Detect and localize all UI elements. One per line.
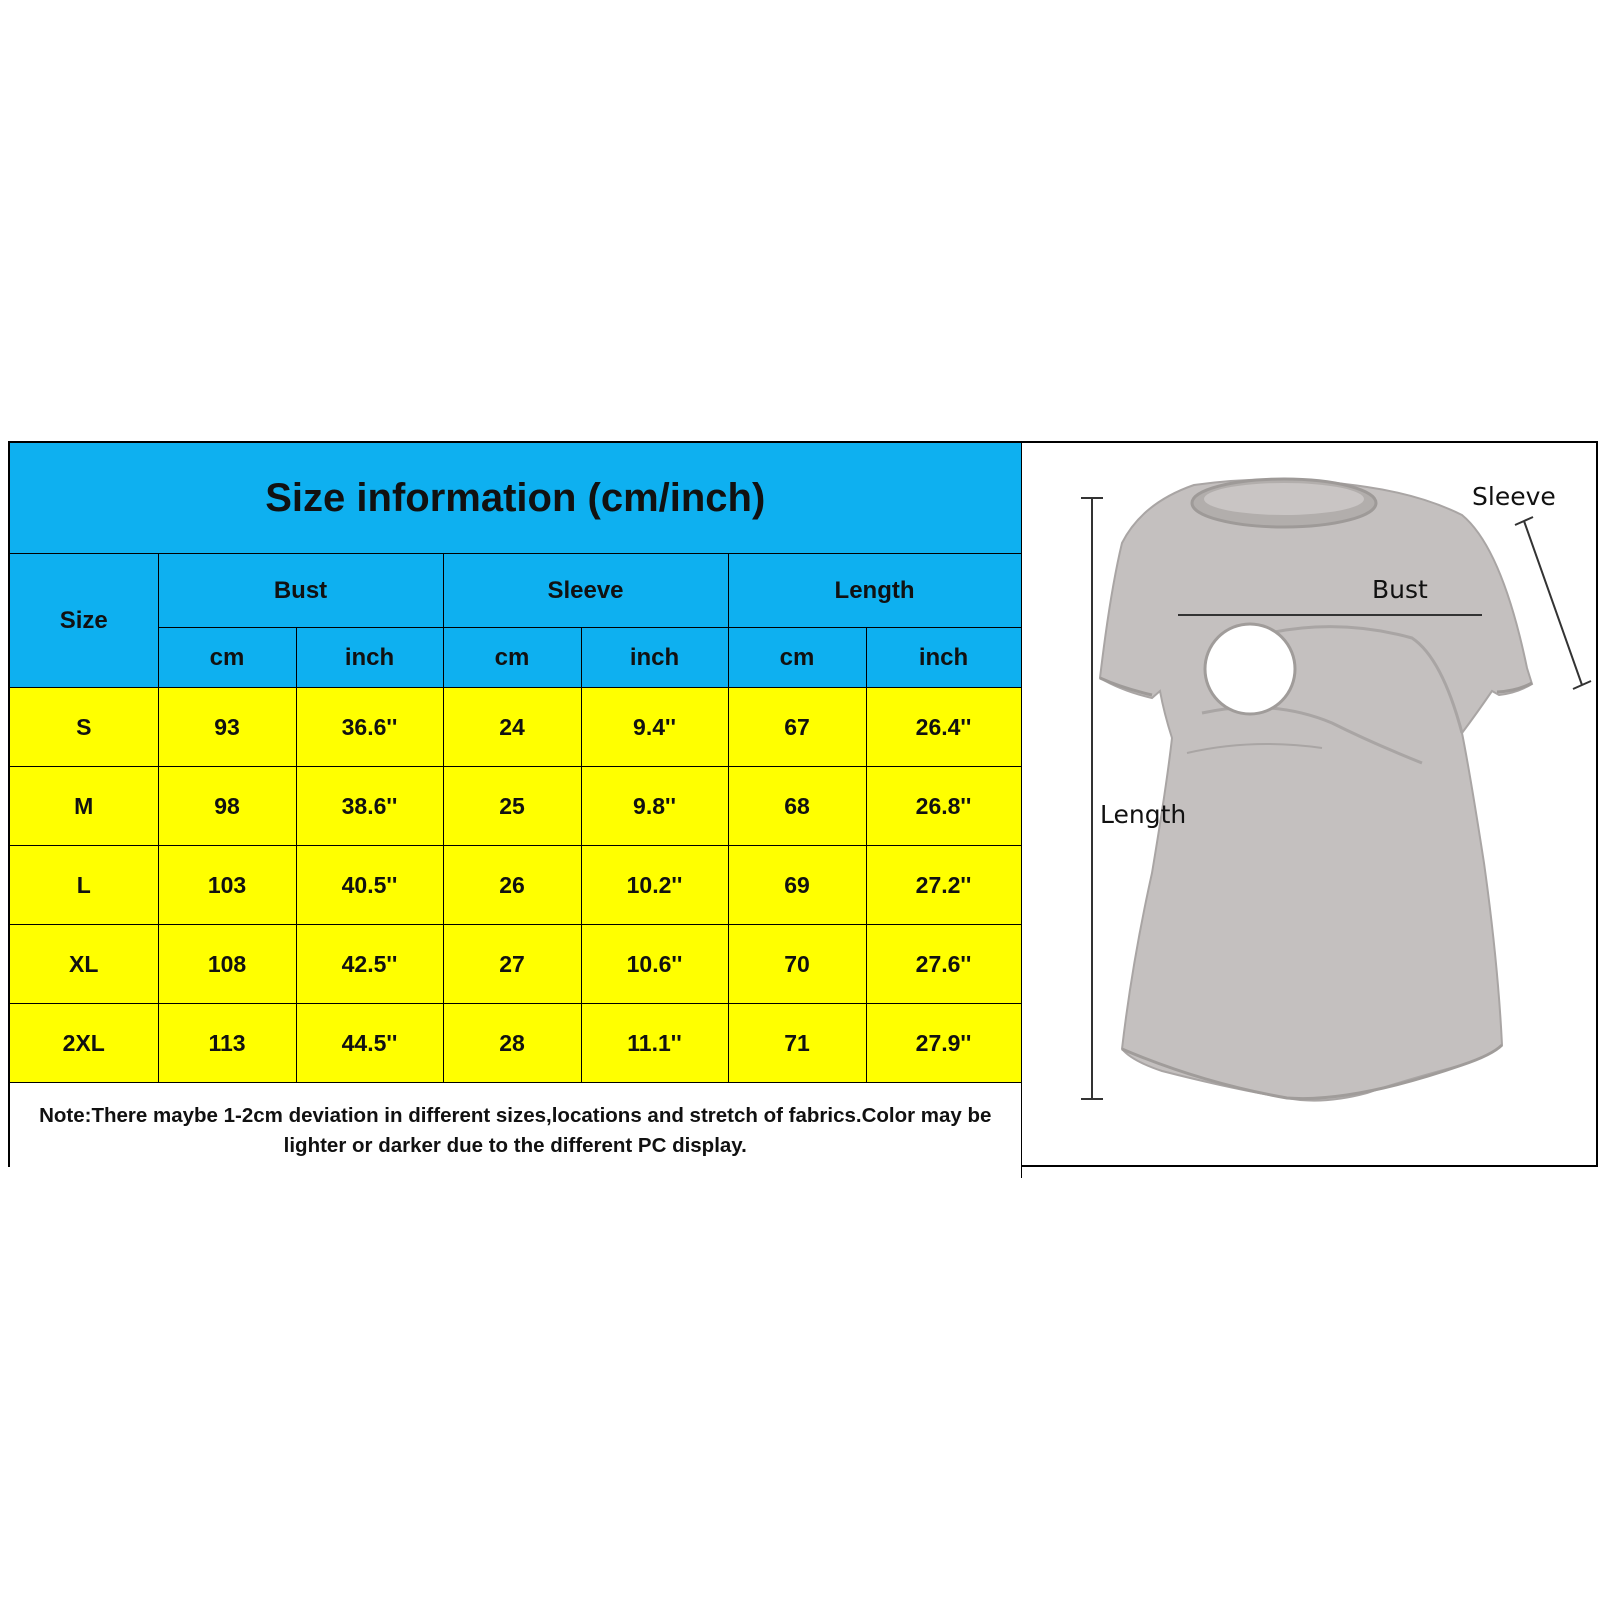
table-cell: 40.5'' [296, 846, 443, 925]
table-cell: 26.8'' [866, 767, 1021, 846]
size-cell: M [10, 767, 158, 846]
table-cell: 24 [443, 688, 581, 767]
table-cell: 71 [728, 1004, 866, 1083]
table-row [10, 846, 1021, 925]
table-cell: 27 [443, 925, 581, 1004]
table-cell: 44.5'' [296, 1004, 443, 1083]
table-cell: 38.6'' [296, 767, 443, 846]
size-cell: XL [10, 925, 158, 1004]
size-cell: S [10, 688, 158, 767]
group-header-length: Length [728, 554, 1021, 628]
table-cell: 26.4'' [866, 688, 1021, 767]
unit-header: inch [296, 628, 443, 688]
table-cell: 27.6'' [866, 925, 1021, 1004]
size-cell: 2XL [10, 1004, 158, 1083]
unit-header: cm [158, 628, 296, 688]
unit-header: cm [728, 628, 866, 688]
table-cell: 113 [158, 1004, 296, 1083]
table-cell: 28 [443, 1004, 581, 1083]
table-cell: 70 [728, 925, 866, 1004]
table-cell: 108 [158, 925, 296, 1004]
table-cell: 9.8'' [581, 767, 728, 846]
table-cell: 26 [443, 846, 581, 925]
label-bust: Bust [1372, 575, 1428, 604]
table-title: Size information (cm/inch) [10, 443, 1021, 554]
table-cell: 68 [728, 767, 866, 846]
group-header-bust: Bust [158, 554, 443, 628]
table-cell: 10.2'' [581, 846, 728, 925]
shirt-measurement-figure [1021, 443, 1596, 1165]
table-cell: 27.2'' [866, 846, 1021, 925]
table-row [10, 767, 1021, 846]
size-cell: L [10, 846, 158, 925]
label-sleeve: Sleeve [1472, 482, 1556, 511]
table-row [10, 688, 1021, 767]
table-cell: 9.4'' [581, 688, 728, 767]
label-length: Length [1100, 800, 1187, 829]
shirt-body [1100, 479, 1532, 1100]
size-column-header: Size [10, 554, 158, 688]
table-cell: 11.1'' [581, 1004, 728, 1083]
table-cell: 42.5'' [296, 925, 443, 1004]
size-table [10, 443, 1022, 1178]
table-cell: 25 [443, 767, 581, 846]
unit-header: inch [581, 628, 728, 688]
nursing-opening [1205, 624, 1295, 714]
table-cell: 10.6'' [581, 925, 728, 1004]
size-chart-panel [8, 441, 1598, 1167]
unit-header: cm [443, 628, 581, 688]
table-cell: 67 [728, 688, 866, 767]
table-row [10, 1004, 1021, 1083]
table-cell: 69 [728, 846, 866, 925]
table-row [10, 925, 1021, 1004]
sleeve-measure-line [1524, 521, 1582, 685]
group-header-sleeve: Sleeve [443, 554, 728, 628]
note-text: Note:There maybe 1-2cm deviation in different sizes,locations and stretch of fabrics.Color may be lighter or darker due to the different PC display. [10, 1083, 1021, 1179]
table-cell: 93 [158, 688, 296, 767]
table-cell: 36.6'' [296, 688, 443, 767]
shirt-illustration [1022, 443, 1597, 1165]
table-cell: 103 [158, 846, 296, 925]
table-cell: 98 [158, 767, 296, 846]
table-cell: 27.9'' [866, 1004, 1021, 1083]
unit-header: inch [866, 628, 1021, 688]
